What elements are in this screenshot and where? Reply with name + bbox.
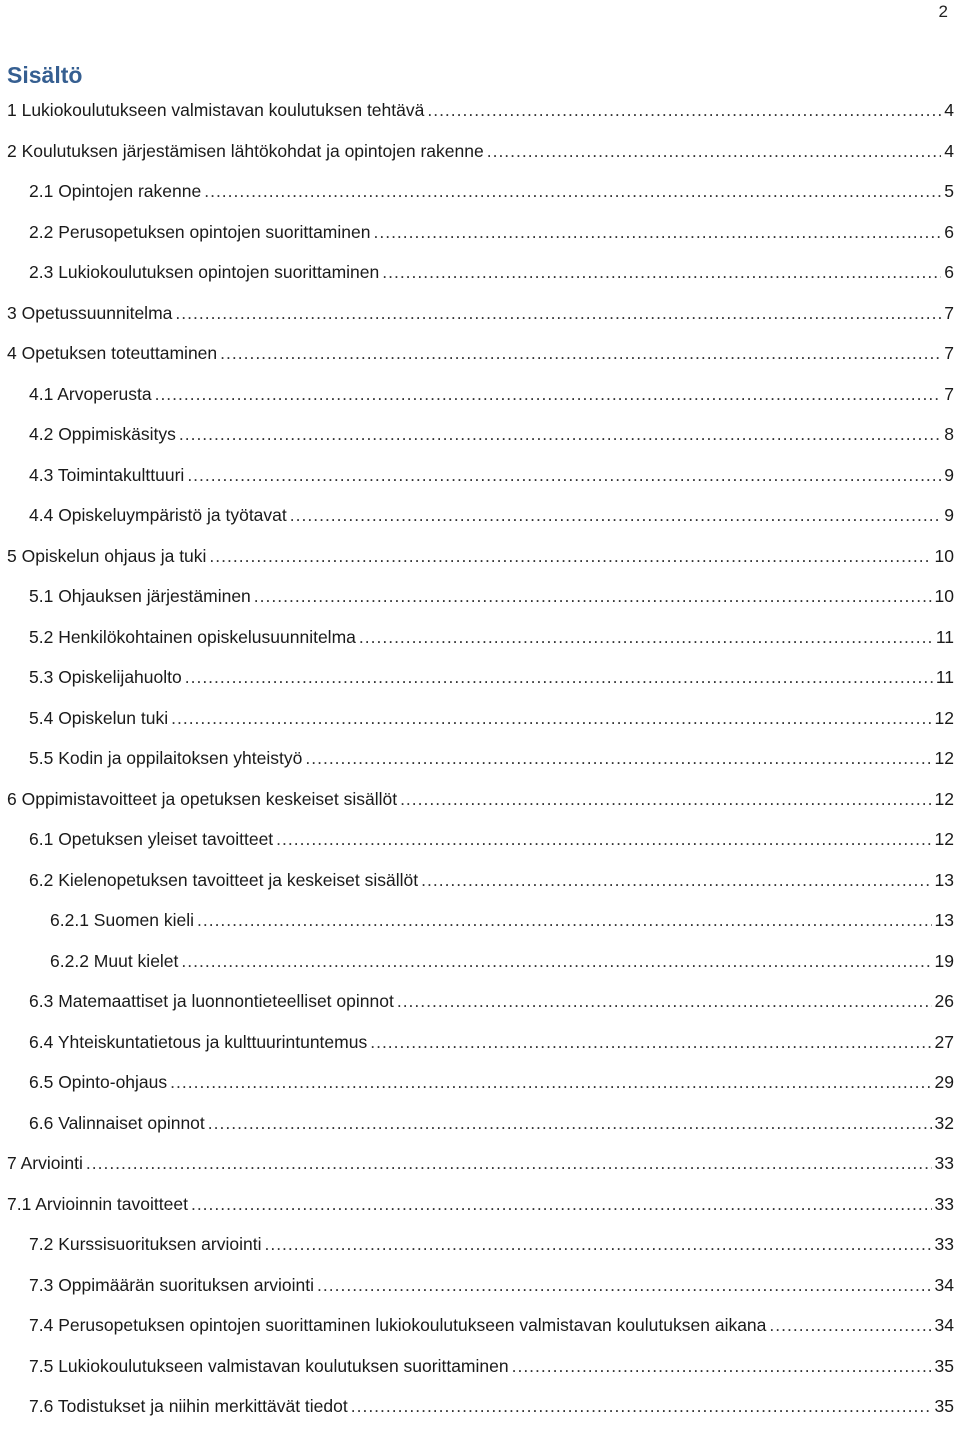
toc-entry-label: 5 Opiskelun ohjaus ja tuki	[7, 545, 207, 566]
toc-entry[interactable]	[0, 621, 960, 662]
toc-dot-leader	[86, 1147, 932, 1179]
toc-entry-label: 4 Opetuksen toteuttaminen	[7, 343, 218, 363]
toc-entry-page-number: 11	[935, 626, 954, 647]
toc-entry-label: 5.4 Opiskelun tuki	[29, 707, 169, 728]
toc-entry-label: 7.1 Arvioinnin tavoitteet	[7, 1193, 188, 1214]
toc-entry-page-number: 34	[934, 1315, 954, 1335]
toc-entry-page-number: 33	[934, 1153, 954, 1173]
toc-title: Sisältö	[7, 62, 83, 88]
toc-entry[interactable]	[0, 904, 960, 945]
toc-entry-label: 4.1 Arvoperusta	[29, 383, 152, 404]
toc-entry[interactable]	[0, 945, 960, 986]
toc-entry[interactable]	[0, 864, 960, 905]
toc-dot-leader	[382, 256, 941, 288]
toc-entry-label: 5.5 Kodin ja oppilaitoksen yhteistyö	[29, 748, 303, 768]
toc-entry-page-number: 19	[934, 950, 954, 971]
toc-entry[interactable]	[0, 783, 960, 824]
toc-entry-label: 7 Arviointi	[7, 1153, 83, 1173]
toc-entry-label: 6.4 Yhteiskuntatietous ja kulttuurintuntemus	[29, 1031, 368, 1052]
toc-entry[interactable]	[0, 661, 960, 702]
table-of-contents	[0, 94, 960, 1431]
toc-entry[interactable]	[0, 702, 960, 743]
toc-entry-label: 2.2 Perusopetuksen opintojen suorittaminen	[29, 221, 371, 242]
toc-dot-leader	[359, 621, 933, 653]
toc-entry-label: 6.3 Matemaattiset ja luonnontieteelliset opinnot	[29, 991, 394, 1011]
toc-entry[interactable]	[0, 742, 960, 783]
toc-entry-page-number: 27	[934, 1031, 954, 1052]
toc-dot-leader	[208, 1107, 932, 1139]
toc-entry-page-number: 5	[944, 181, 954, 201]
toc-entry-label: 5.3 Opiskelijahuolto	[29, 667, 182, 687]
toc-entry-label: 7.5 Lukiokoulutukseen valmistavan koulutuksen suorittaminen	[29, 1355, 509, 1376]
toc-entry-page-number: 11	[935, 667, 954, 687]
toc-entry-page-number: 4	[944, 100, 954, 120]
toc-entry[interactable]	[0, 1390, 960, 1431]
toc-dot-leader	[512, 1350, 932, 1382]
toc-dot-leader	[254, 580, 932, 612]
toc-entry-label: 4.2 Oppimiskäsitys	[29, 424, 176, 444]
toc-entry-label: 7.4 Perusopetuksen opintojen suorittaminen lukiokoulutukseen valmistavan koulutuksen aikana	[29, 1315, 767, 1335]
toc-dot-leader	[351, 1390, 932, 1422]
page-number: 2	[938, 2, 948, 21]
toc-dot-leader	[421, 864, 931, 896]
toc-entry-page-number: 34	[934, 1274, 954, 1295]
toc-entry-page-number: 26	[934, 991, 954, 1011]
toc-entry[interactable]	[0, 1350, 960, 1391]
toc-entry[interactable]	[0, 985, 960, 1026]
toc-dot-leader	[175, 297, 941, 329]
toc-dot-leader	[370, 1026, 931, 1058]
toc-entry-label: 6.1 Opetuksen yleiset tavoitteet	[29, 829, 274, 849]
toc-dot-leader	[181, 945, 931, 977]
toc-dot-leader	[155, 378, 942, 410]
toc-dot-leader	[187, 459, 941, 491]
toc-entry-page-number: 35	[934, 1396, 954, 1416]
toc-entry[interactable]	[0, 499, 960, 540]
toc-entry[interactable]	[0, 1309, 960, 1350]
toc-entry[interactable]	[0, 94, 960, 135]
toc-dot-leader	[290, 499, 942, 531]
toc-entry-page-number: 9	[944, 464, 954, 485]
toc-dot-leader	[170, 1066, 931, 1098]
toc-entry-label: 7.6 Todistukset ja niihin merkittävät tiedot	[29, 1396, 348, 1416]
toc-entry-label: 6.2.2 Muut kielet	[50, 950, 179, 971]
toc-entry[interactable]	[0, 540, 960, 581]
toc-entry[interactable]	[0, 418, 960, 459]
toc-entry[interactable]	[0, 1228, 960, 1269]
toc-entry-page-number: 32	[934, 1112, 954, 1133]
toc-dot-leader	[276, 823, 931, 855]
toc-dot-leader	[373, 216, 941, 248]
toc-entry[interactable]	[0, 337, 960, 378]
toc-dot-leader	[317, 1269, 932, 1301]
toc-entry-page-number: 6	[944, 262, 954, 282]
toc-entry[interactable]	[0, 1269, 960, 1310]
toc-entry-label: 6.2.1 Suomen kieli	[50, 910, 194, 930]
toc-entry[interactable]	[0, 135, 960, 176]
toc-dot-leader	[204, 175, 941, 207]
toc-entry-page-number: 13	[934, 910, 954, 930]
toc-entry-page-number: 35	[934, 1355, 954, 1376]
toc-dot-leader	[191, 1188, 932, 1220]
toc-entry-page-number: 6	[944, 221, 954, 242]
toc-entry-label: 6 Oppimistavoitteet ja opetuksen keskeiset sisällöt	[7, 788, 398, 809]
toc-entry-page-number: 7	[944, 383, 954, 404]
toc-entry-page-number: 12	[934, 829, 954, 849]
toc-entry-page-number: 9	[944, 505, 954, 525]
toc-entry-label: 6.2 Kielenopetuksen tavoitteet ja keskeiset sisällöt	[29, 869, 419, 890]
toc-entry[interactable]	[0, 216, 960, 257]
toc-entry-page-number: 33	[934, 1234, 954, 1254]
toc-entry-page-number: 10	[934, 545, 954, 566]
toc-entry[interactable]	[0, 175, 960, 216]
toc-entry[interactable]	[0, 823, 960, 864]
toc-entry-page-number: 12	[934, 788, 954, 809]
toc-entry-label: 2.3 Lukiokoulutuksen opintojen suorittaminen	[29, 262, 380, 282]
toc-entry-label: 5.1 Ohjauksen järjestäminen	[29, 586, 251, 606]
toc-entry-page-number: 29	[934, 1072, 954, 1092]
toc-dot-leader	[487, 135, 942, 167]
toc-entry-page-number: 33	[934, 1193, 954, 1214]
toc-dot-leader	[400, 783, 931, 815]
toc-entry[interactable]	[0, 1147, 960, 1188]
toc-entry[interactable]	[0, 256, 960, 297]
toc-entry-label: 2 Koulutuksen järjestämisen lähtökohdat ja opintojen rakenne	[7, 140, 484, 161]
toc-entry-label: 3 Opetussuunnitelma	[7, 302, 173, 323]
toc-entry-page-number: 7	[944, 302, 954, 323]
toc-entry-label: 6.6 Valinnaiset opinnot	[29, 1112, 205, 1133]
toc-dot-leader	[397, 985, 932, 1017]
toc-entry[interactable]	[0, 459, 960, 500]
toc-dot-leader	[209, 540, 931, 572]
toc-entry[interactable]	[0, 378, 960, 419]
toc-dot-leader	[185, 661, 933, 693]
toc-dot-leader	[427, 94, 941, 126]
toc-entry-page-number: 8	[944, 424, 954, 444]
toc-dot-leader	[769, 1309, 931, 1341]
toc-entry-label: 7.3 Oppimäärän suorituksen arviointi	[29, 1274, 315, 1295]
toc-entry-page-number: 7	[944, 343, 954, 363]
toc-dot-leader	[305, 742, 931, 774]
toc-entry-label: 1 Lukiokoulutukseen valmistavan koulutuksen tehtävä	[7, 100, 425, 120]
toc-entry[interactable]	[0, 1188, 960, 1229]
toc-entry[interactable]	[0, 1026, 960, 1067]
toc-entry[interactable]	[0, 1066, 960, 1107]
toc-dot-leader	[264, 1228, 931, 1260]
toc-entry-label: 4.4 Opiskeluympäristö ja työtavat	[29, 505, 287, 525]
toc-dot-leader	[197, 904, 932, 936]
toc-entry-page-number: 12	[934, 707, 954, 728]
toc-entry-label: 2.1 Opintojen rakenne	[29, 181, 202, 201]
toc-entry-page-number: 13	[934, 869, 954, 890]
toc-entry-label: 5.2 Henkilökohtainen opiskelusuunnitelma	[29, 626, 356, 647]
toc-entry-label: 7.2 Kurssisuorituksen arviointi	[29, 1234, 262, 1254]
toc-dot-leader	[171, 702, 931, 734]
toc-entry[interactable]	[0, 297, 960, 338]
toc-entry-page-number: 4	[944, 140, 954, 161]
toc-dot-leader	[220, 337, 941, 369]
toc-entry-page-number: 12	[934, 748, 954, 768]
toc-entry-page-number: 10	[934, 586, 954, 606]
toc-dot-leader	[179, 418, 941, 450]
toc-entry-label: 6.5 Opinto-ohjaus	[29, 1072, 168, 1092]
toc-entry-label: 4.3 Toimintakulttuuri	[29, 464, 185, 485]
toc-entry[interactable]	[0, 1107, 960, 1148]
toc-entry[interactable]	[0, 580, 960, 621]
